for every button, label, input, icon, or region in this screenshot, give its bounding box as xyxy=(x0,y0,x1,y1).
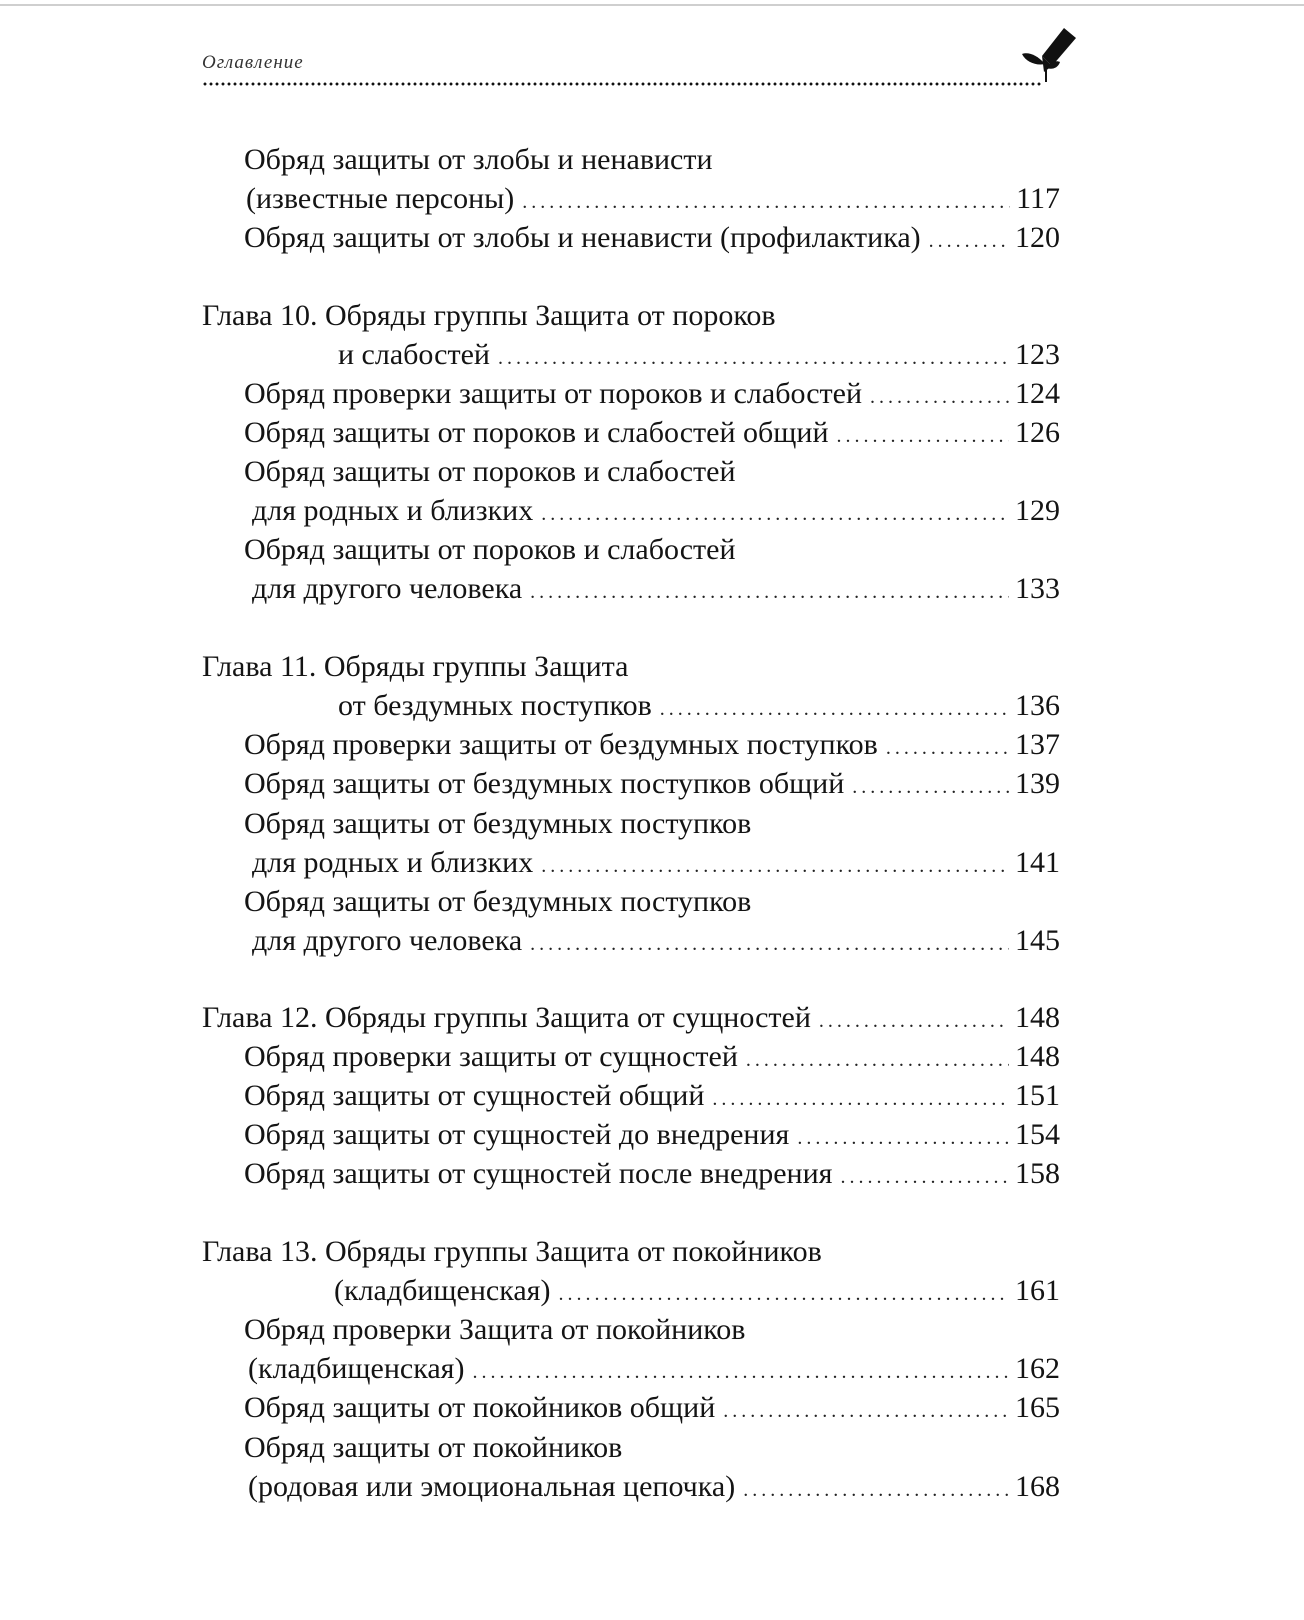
toc-chapter-entry[interactable] xyxy=(338,335,1060,375)
dot-leader xyxy=(929,221,1009,261)
dot-leader xyxy=(541,494,1009,534)
dot-leader xyxy=(660,689,1009,729)
toc-entry[interactable]: Обряд защиты от бездумных поступков xyxy=(244,885,752,918)
toc-page-number: 154 xyxy=(1015,1118,1060,1151)
toc-page-number: 148 xyxy=(1015,1001,1060,1034)
toc-entry-text: для родных и близких xyxy=(252,494,534,527)
dot-leader xyxy=(472,1352,1009,1392)
toc-page-number: 117 xyxy=(1016,182,1060,215)
toc-entry[interactable] xyxy=(246,179,1060,219)
toc-entry-text: для другого человека xyxy=(252,572,523,605)
toc-page-number: 162 xyxy=(1015,1352,1060,1385)
toc-entry-text: Глава 12. Обряды группы Защита от сущностей xyxy=(202,1001,811,1034)
toc-page-number: 158 xyxy=(1015,1157,1060,1190)
toc-page-number: 126 xyxy=(1015,416,1060,449)
toc-page-number: 136 xyxy=(1015,689,1060,722)
dot-leader xyxy=(819,1001,1009,1041)
toc-entry-text: Обряд проверки защиты от бездумных поступков xyxy=(244,728,878,761)
toc-page-number: 124 xyxy=(1015,377,1060,410)
toc-entry[interactable]: Обряд защиты от бездумных поступков xyxy=(244,807,752,840)
toc-page-number: 120 xyxy=(1015,221,1060,254)
dot-leader xyxy=(746,1040,1009,1080)
toc-entry[interactable] xyxy=(244,374,1060,414)
dot-leader xyxy=(870,377,1009,417)
toc-page-number: 141 xyxy=(1015,846,1060,879)
toc-chapter-entry[interactable] xyxy=(202,998,1060,1038)
dot-leader xyxy=(530,924,1009,964)
toc-entry-text: (известные персоны) xyxy=(246,182,515,215)
dot-leader xyxy=(886,728,1009,768)
toc-page-number: 165 xyxy=(1015,1391,1060,1424)
dot-leader xyxy=(712,1079,1009,1119)
toc-page-number: 145 xyxy=(1015,924,1060,957)
dot-leader xyxy=(541,846,1009,886)
toc-entry-text: Обряд защиты от сущностей общий xyxy=(244,1079,705,1112)
dot-leader xyxy=(840,1157,1009,1197)
dot-leader xyxy=(522,182,1010,222)
toc-chapter-entry[interactable] xyxy=(338,686,1060,726)
toc-entry-text: Обряд защиты от бездумных поступков общий xyxy=(244,767,845,800)
toc-entry[interactable] xyxy=(244,1115,1060,1155)
toc-entry[interactable] xyxy=(244,1388,1060,1428)
toc-entry[interactable] xyxy=(244,764,1060,804)
dot-leader xyxy=(558,1274,1009,1314)
toc-entry[interactable] xyxy=(244,218,1060,258)
toc-entry-text: Обряд защиты от злобы и ненависти (профилактика) xyxy=(244,221,921,254)
toc-entry-text: для другого человека xyxy=(252,924,523,957)
toc-entry-text: для родных и близких xyxy=(252,846,534,879)
toc-entry[interactable] xyxy=(244,1076,1060,1116)
toc-entry[interactable] xyxy=(252,569,1060,609)
toc-page-number: 133 xyxy=(1015,572,1060,605)
toc-page-number: 123 xyxy=(1015,338,1060,371)
toc-entry[interactable]: Обряд защиты от пороков и слабостей xyxy=(244,455,736,488)
toc-entry[interactable] xyxy=(244,1154,1060,1194)
toc-entry-text: Обряд защиты от пороков и слабостей общий xyxy=(244,416,829,449)
toc-page-number: 151 xyxy=(1015,1079,1060,1112)
toc-page-number: 129 xyxy=(1015,494,1060,527)
toc-entry[interactable] xyxy=(244,725,1060,765)
toc-entry-text: Обряд защиты от сущностей после внедрения xyxy=(244,1157,833,1190)
dot-leader xyxy=(743,1470,1009,1510)
toc-entry[interactable] xyxy=(252,491,1060,531)
dot-leader xyxy=(530,572,1009,612)
running-header-title: Оглавление xyxy=(202,52,304,73)
toc-entry[interactable]: Обряд защиты от злобы и ненависти xyxy=(244,143,713,176)
toc-entry[interactable] xyxy=(252,843,1060,883)
dot-leader xyxy=(852,767,1009,807)
toc-entry[interactable] xyxy=(248,1467,1060,1507)
toc-entry-text: (родовая или эмоциональная цепочка) xyxy=(248,1470,736,1503)
dot-leader xyxy=(723,1391,1009,1431)
toc-chapter-entry[interactable] xyxy=(334,1271,1060,1311)
toc-entry-text: (кладбищенская) xyxy=(334,1274,551,1307)
toc-chapter-heading[interactable]: Глава 10. Обряды группы Защита от пороков xyxy=(202,299,776,332)
toc-entry-text: от бездумных поступков xyxy=(338,689,652,722)
toc-entry-text: Обряд проверки защиты от сущностей xyxy=(244,1040,738,1073)
toc-page-number: 137 xyxy=(1015,728,1060,761)
dot-leader xyxy=(498,338,1009,378)
toc-entry[interactable]: Обряд проверки Защита от покойников xyxy=(244,1313,746,1346)
dot-leader xyxy=(837,416,1009,456)
toc-page-number: 161 xyxy=(1015,1274,1060,1307)
toc-page-number: 148 xyxy=(1015,1040,1060,1073)
toc-entry-text: и слабостей xyxy=(338,338,490,371)
toc-entry[interactable]: Обряд защиты от покойников xyxy=(244,1431,623,1464)
toc-entry[interactable] xyxy=(244,413,1060,453)
toc-entry[interactable]: Обряд защиты от пороков и слабостей xyxy=(244,533,736,566)
toc-chapter-heading[interactable]: Глава 13. Обряды группы Защита от покойников xyxy=(202,1235,822,1268)
toc-chapter-heading[interactable]: Глава 11. Обряды группы Защита xyxy=(202,650,629,683)
toc-entry[interactable] xyxy=(252,921,1060,961)
toc-entry-text: Обряд защиты от покойников общий xyxy=(244,1391,716,1424)
toc-entry[interactable] xyxy=(248,1349,1060,1389)
toc-entry-text: (кладбищенская) xyxy=(248,1352,465,1385)
toc-page-number: 168 xyxy=(1015,1470,1060,1503)
dot-leader xyxy=(797,1118,1009,1158)
toc-page-number: 139 xyxy=(1015,767,1060,800)
toc-entry[interactable] xyxy=(244,1037,1060,1077)
toc-entry-text: Обряд защиты от сущностей до внедрения xyxy=(244,1118,790,1151)
toc-entry-text: Обряд проверки защиты от пороков и слабостей xyxy=(244,377,863,410)
